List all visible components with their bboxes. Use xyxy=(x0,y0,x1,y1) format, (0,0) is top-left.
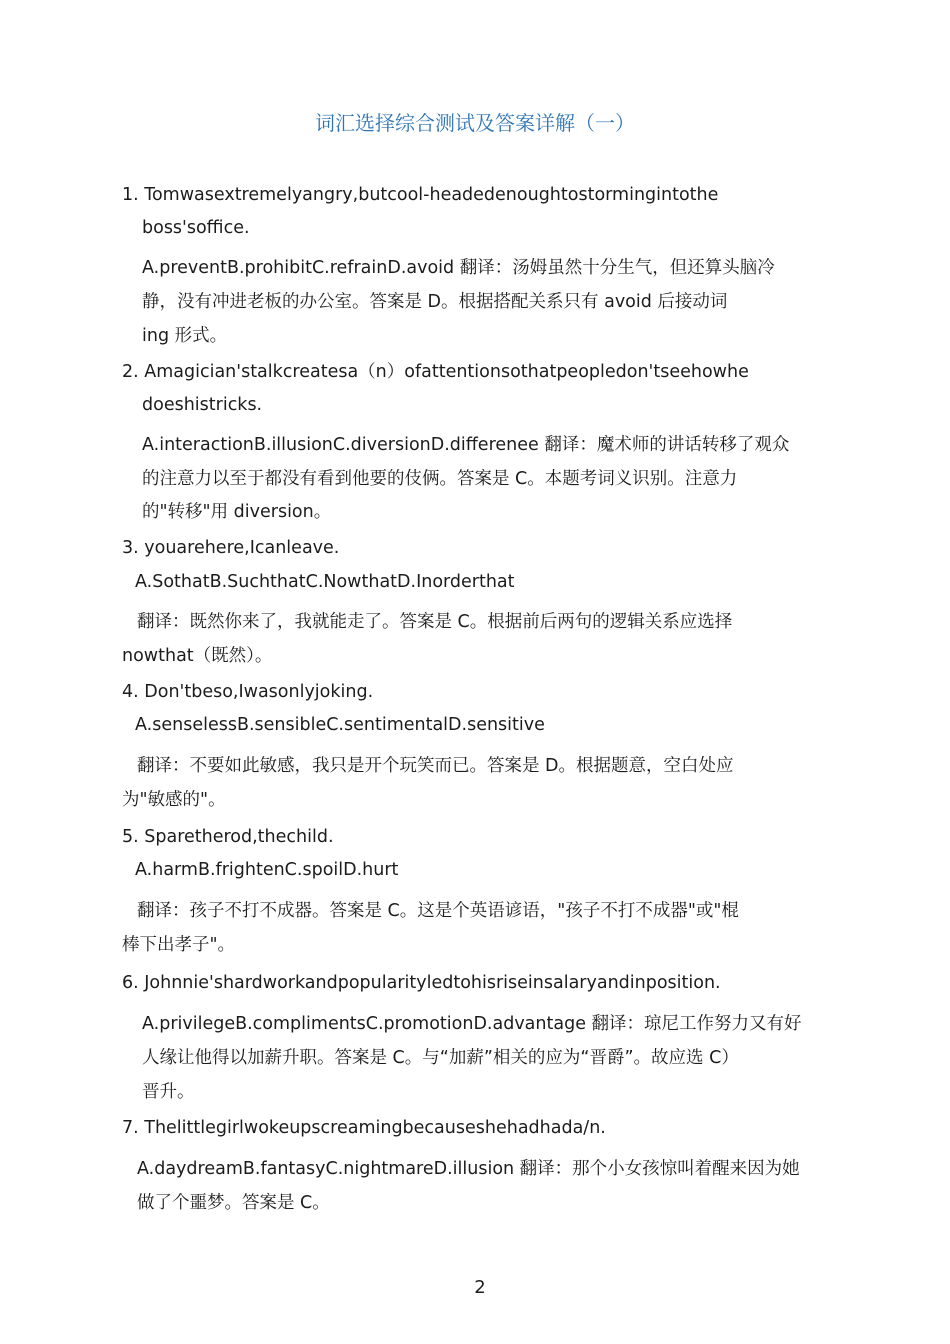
question-2-answer-cont: 的注意力以至于都没有看到他要的伎俩。答案是 C。本题考词义识别。注意力 xyxy=(142,469,738,489)
question-2-text: 2. Amagician'stalkcreatesa（n）ofattentionsothatpeopledon'tseehowhe xyxy=(122,362,749,382)
question-1-answer: A.preventB.prohibitC.refrainD.avoid 翻译：汤姆虽然十分生气，但还算头脑冷 xyxy=(142,258,775,278)
question-6-answer-cont: 晋升。 xyxy=(142,1082,195,1102)
question-5-options: A.harmB.frightenC.spoilD.hurt xyxy=(135,860,399,880)
question-4-options: A.senselessB.sensibleC.sentimentalD.sensitive xyxy=(135,715,545,735)
page-number: 2 xyxy=(474,1277,486,1298)
question-1-text: 1. Tomwasextremelyangry,butcool-headedenoughtostormingintothe xyxy=(122,185,719,205)
question-4-translation: 翻译：不要如此敏感，我只是开个玩笑而已。答案是 D。根据题意，空白处应 xyxy=(137,756,734,776)
question-7-answer: A.daydreamB.fantasyC.nightmareD.illusion 翻译：那个小女孩惊叫着醒来因为她 xyxy=(137,1159,800,1179)
question-3-text: 3. youarehere,Icanleave. xyxy=(122,538,340,558)
question-1-answer-cont: ing 形式。 xyxy=(142,326,228,346)
question-7-text: 7. Thelittlegirlwokeupscreamingbecauseshehadhada/n. xyxy=(122,1118,606,1138)
question-5-translation-cont: 棒下出孝子"。 xyxy=(122,935,236,955)
question-5-translation: 翻译：孩子不打不成器。答案是 C。这是个英语谚语，"孩子不打不成器"或"棍 xyxy=(137,901,739,921)
question-4-text: 4. Don'tbeso,Iwasonlyjoking. xyxy=(122,682,374,702)
question-4-translation-cont: 为"敏感的"。 xyxy=(122,790,226,810)
question-7-answer-cont: 做了个噩梦。答案是 C。 xyxy=(137,1193,330,1213)
question-5-text: 5. Sparetherod,thechild. xyxy=(122,827,334,847)
question-6-text: 6. Johnnie'shardworkandpopularityledtohisriseinsalaryandinposition. xyxy=(122,973,721,993)
question-6-answer-cont: 人缘让他得以加薪升职。答案是 C。与“加薪”相关的应为“晋爵”。故应选 C） xyxy=(142,1048,739,1068)
question-1-text-cont: boss'soffice. xyxy=(142,218,250,238)
question-2-answer-cont: 的"转移"用 diversion。 xyxy=(142,502,332,522)
question-2-text-cont: doeshistricks. xyxy=(142,395,263,415)
question-3-options: A.SothatB.SuchthatC.NowthatD.Inorderthat xyxy=(135,572,515,592)
document-title: 词汇选择综合测试及答案详解（一） xyxy=(315,111,635,135)
question-2-answer: A.interactionB.illusionC.diversionD.differenee 翻译：魔术师的讲话转移了观众 xyxy=(142,435,790,455)
question-1-answer-cont: 静，没有冲进老板的办公室。答案是 D。根据搭配关系只有 avoid 后接动词 xyxy=(142,292,728,312)
question-6-answer: A.privilegeB.complimentsC.promotionD.advantage 翻译：琼尼工作努力又有好 xyxy=(142,1014,802,1034)
question-3-translation-cont: nowthat（既然）。 xyxy=(122,646,273,666)
question-3-translation: 翻译：既然你来了，我就能走了。答案是 C。根据前后两句的逻辑关系应选择 xyxy=(137,612,733,632)
